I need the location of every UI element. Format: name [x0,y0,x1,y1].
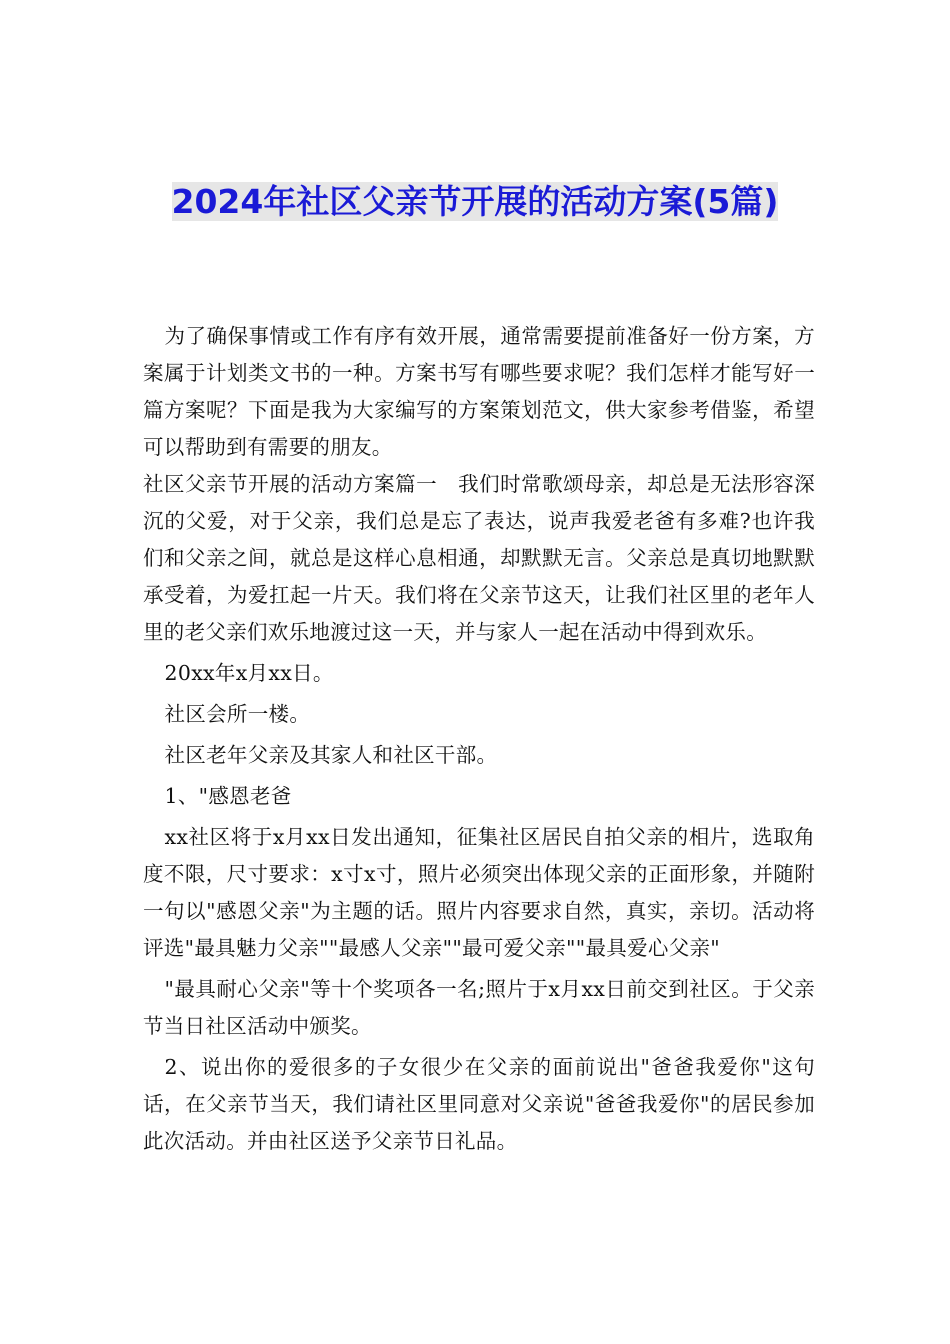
section-one-paragraph: 社区父亲节开展的活动方案篇一 我们时常歌颂母亲，却总是无法形容深沉的父爱，对于父亲，我们总是忘了表达，说声我爱老爸有多难?也许我们和父亲之间，就总是这样心息相通，却默默无言。父亲总是真切地默默承受着，为爱扛起一片天。我们将在父亲节这天，让我们社区里的老年人里的老父亲们欢乐地渡过这一天，并与家人一起在活动中得到欢乐。 [143,472,815,644]
document-title-text: 2024年社区父亲节开展的活动方案(5篇) [171,182,779,221]
activity-two-paragraph: 2、说出你的爱很多的子女很少在父亲的面前说出"爸爸我爱你"这句话，在父亲节当天，我们请社区里同意对父亲说"爸爸我爱你"的居民参加此次活动。并由社区送予父亲节日礼品。 [143,1055,815,1153]
activity-one-heading: 1、"感恩老爸 [164,784,292,808]
participants-paragraph: 社区老年父亲及其家人和社区干部。 [164,743,498,767]
intro-paragraph: 为了确保事情或工作有序有效开展，通常需要提前准备好一份方案，方案属于计划类文书的一种。方案书写有哪些要求呢？我们怎样才能写好一篇方案呢？下面是我为大家编写的方案策划范文，供大家参考借鉴，希望可以帮助到有需要的朋友。 [143,324,815,459]
date-paragraph: 20xx年x月xx日。 [164,661,334,685]
document-body [143,318,815,1160]
awards-paragraph: "最具耐心父亲"等十个奖项各一名;照片于x月xx日前交到社区。于父亲节当日社区活动中颁奖。 [143,977,815,1038]
document-title [150,178,800,225]
location-paragraph: 社区会所一楼。 [164,702,311,726]
activity-one-paragraph: xx社区将于x月xx日发出通知，征集社区居民自拍父亲的相片，选取角度不限，尺寸要求：x寸x寸，照片必须突出体现父亲的正面形象，并随附一句以"感恩父亲"为主题的话。照片内容要求自然，真实，亲切。活动将评选"最具魅力父亲""最感人父亲""最可爱父亲""最具爱心父亲" [143,825,815,960]
